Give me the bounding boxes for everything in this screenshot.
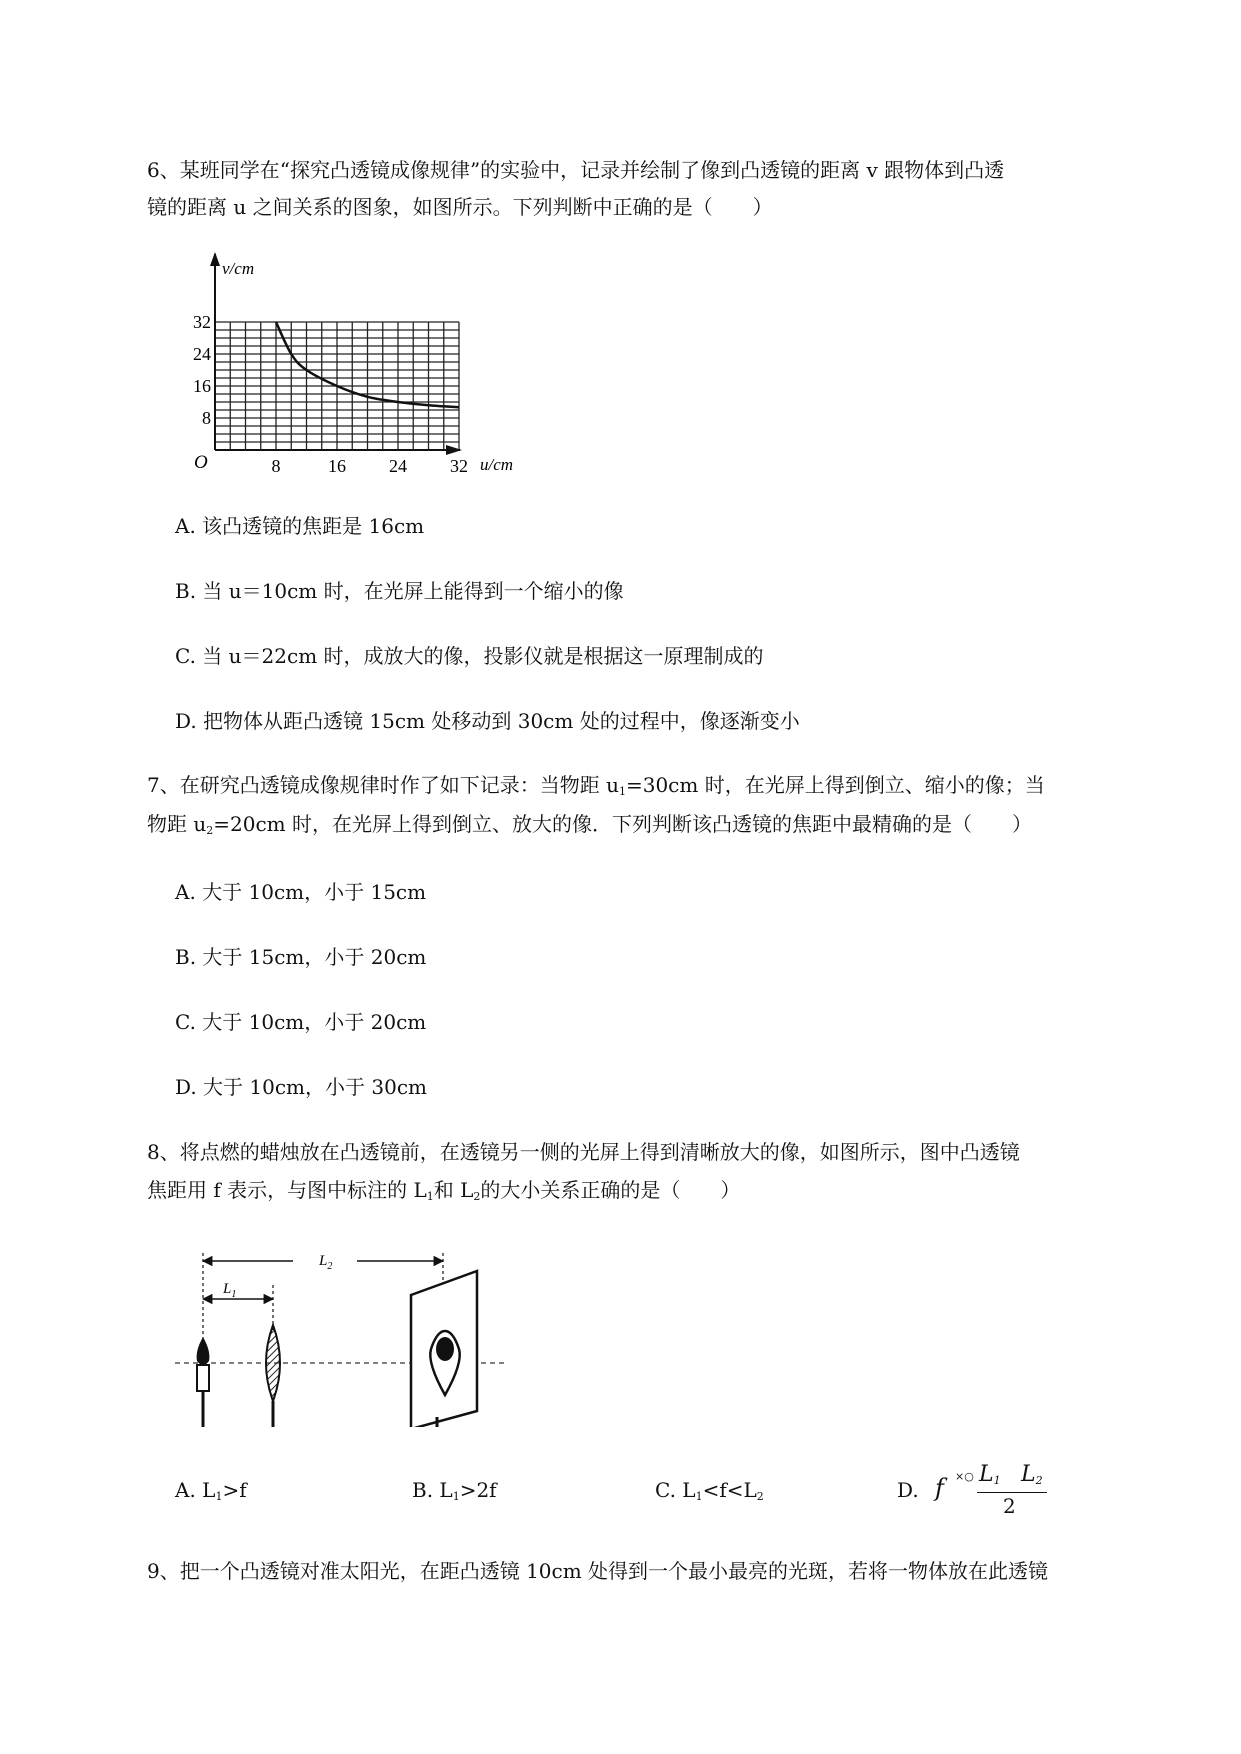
l1-label: $L_1$ — [223, 1281, 237, 1300]
q6-option-b: B. 当 u＝10cm 时，在光屏上能得到一个缩小的像 — [175, 579, 624, 603]
convex-lens-icon — [266, 1325, 280, 1427]
l2-dimension-line — [203, 1253, 443, 1272]
chart-origin-label: O — [194, 452, 208, 473]
q8-option-d: D. f ×○ $L_1$ $L_2$ 2 — [897, 1462, 1057, 1522]
q6-stem-line1: 6、某班同学在“探究凸透镜成像规律”的实验中，记录并绘制了像到凸透镜的距离 v 跟物体到凸透 — [147, 158, 1005, 182]
l1-dimension-line — [203, 1281, 273, 1300]
chart-y-tick-label: 32 — [193, 312, 211, 332]
chart-y-arrow — [210, 252, 220, 266]
chart-x-tick-label: 16 — [328, 456, 346, 476]
q8-lens-figure — [175, 1245, 505, 1427]
q6-option-a: A. 该凸透镜的焦距是 16cm — [175, 514, 425, 538]
chart-x-tick-label: 24 — [389, 456, 407, 476]
q8-stem-line1: 8、将点燃的蜡烛放在凸透镜前，在透镜另一侧的光屏上得到清晰放大的像，如图所示，图中凸透镜 — [147, 1140, 1020, 1164]
q7-stem-line1: 7、在研究凸透镜成像规律时作了如下记录：当物距 $u_1=30cm$ 时，在光屏上得到倒立、缩小的像；当 — [147, 773, 1045, 798]
q7-option-b: B. 大于 15cm，小于 20cm — [175, 945, 427, 969]
chart-y-tick-label: 16 — [193, 376, 211, 396]
candle-icon — [197, 1337, 210, 1427]
chart-x-axis-label: u/cm — [480, 455, 514, 474]
chart-y-axis-label: v/cm — [222, 259, 255, 278]
q8-option-c: C. $L_1<f<L_2$ — [655, 1478, 764, 1503]
chart-y-tick-label: 24 — [193, 344, 211, 364]
q6-option-d: D. 把物体从距凸透镜 15cm 处移动到 30cm 处的过程中，像逐渐变小 — [175, 709, 800, 733]
q7-option-d: D. 大于 10cm，小于 30cm — [175, 1075, 427, 1099]
q7-option-c: C. 大于 10cm，小于 20cm — [175, 1010, 427, 1034]
q9-stem-line1: 9、把一个凸透镜对准太阳光，在距凸透镜 10cm 处得到一个最小最亮的光斑，若将一物体放在此透镜 — [147, 1559, 1049, 1583]
q8-stem-line2: 焦距用 f 表示，与图中标注的 $L_1$和 $L_2$的大小关系正确的是（ ） — [147, 1178, 741, 1203]
q6-stem-line2: 镜的距离 u 之间关系的图象，如图所示。下列判断中正确的是（ ） — [147, 195, 773, 219]
q7-stem-line2: 物距 $u_2=20cm$ 时，在光屏上得到倒立、放大的像．下列判断该凸透镜的焦距中最精确的是（ ） — [147, 812, 1032, 837]
q6-option-c: C. 当 u＝22cm 时，成放大的像，投影仪就是根据这一原理制成的 — [175, 644, 764, 668]
q7-option-a: A. 大于 10cm，小于 15cm — [175, 880, 427, 904]
l2-label: $L_2$ — [319, 1253, 333, 1272]
q8-option-a: A. $L_1>f$ — [175, 1478, 247, 1503]
chart-x-tick-label: 8 — [271, 456, 281, 476]
screen-with-image-icon — [411, 1271, 477, 1427]
chart-y-tick-label: 8 — [202, 408, 211, 428]
q8-option-b: B. $L_1>2f$ — [412, 1478, 497, 1503]
chart-x-tick-label: 32 — [450, 456, 468, 476]
q6-chart — [170, 250, 540, 485]
